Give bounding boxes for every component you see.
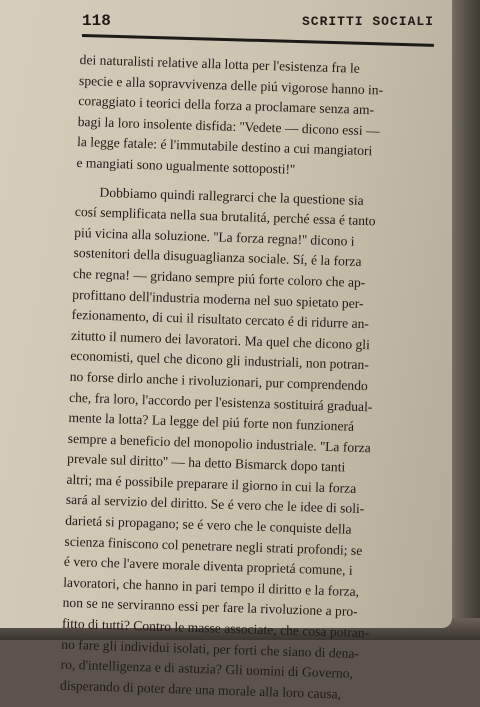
page-number: 118: [82, 12, 111, 30]
text-line: fezionamento, di cui il risultato cercato é di ridurre an-: [71, 306, 370, 332]
text-line: sará al servizio del diritto. Se é vero che le idee di soli-: [65, 492, 365, 517]
text-line: profittano dell'industria moderna nel suo spietato per-: [72, 286, 364, 311]
text-line: che, fra loro, l'accordo per l'esistenza sostituirá gradual-: [68, 389, 373, 414]
text-line: fitto di tutti? Contro le masse associate, che cosa potran-: [61, 615, 370, 641]
text-line: altri; ma é possibile preparare il giorno in cui la forza: [66, 471, 357, 496]
text-line: sostenitori della disuguaglianza sociale. Sí, é la forza: [73, 245, 362, 270]
text-line: darietá si propagano; se é vero che le conquiste della: [64, 512, 352, 537]
text-line: cosí semplificata nella sua brutalitá, perché essa é tanto: [74, 204, 376, 229]
text-line: mente la lotta? La legge del piú forte non funzionerá: [68, 409, 355, 434]
text-line: economisti, quel che dicono gli industriali, non potran-: [70, 348, 370, 373]
text-line: bagi la loro insolente disfida: ''Vedete — dicono essi —: [77, 113, 380, 139]
running-title: SCRITTI SOCIALI: [301, 14, 434, 29]
text-line: é vero che l'avere morale diventa proprietá comune, i: [63, 554, 353, 579]
text-line: coraggiato i teorici della forza a proclamare senza am-: [78, 93, 375, 118]
body-text: [60, 50, 440, 707]
text-line: ro, d'intelligenza e di astuzia? Gli uomini di Governo,: [60, 656, 354, 682]
text-line: scienza finiscono col penetrare negli strati profondi; se: [64, 533, 363, 558]
text-line: prevale sul diritto'' — ha detto Bismarck dopo tanti: [66, 451, 346, 475]
text-line: specie e alla sopravvivenza delle piú vigorose hanno in-: [78, 72, 384, 98]
text-line: non se ne serviranno essi per fare la rivoluzione a pro-: [62, 595, 358, 620]
text-line: sempre a beneficio del monopolio industriale. ''La forza: [67, 430, 372, 456]
text-line: dei naturalisti relative alla lotta per l'esistenza fra le: [79, 51, 361, 76]
text-line: la legge fatale: é l'immutabile destino a cui mangiatori: [76, 134, 373, 159]
text-line: che regna! — gridano sempre piú forte coloro che ap-: [72, 265, 366, 291]
text-line: piú vicina alla soluzione. ''La forza regna!'' dicono i: [74, 224, 355, 249]
text-line: no fare gli individui isolati, per forti che siano di dena-: [61, 636, 360, 661]
text-line: zitutto il numero dei lavoratori. Ma quel che dicono gli: [70, 327, 371, 352]
text-line: Dobbiamo quindi rallegrarci che la questione sia: [99, 184, 364, 208]
text-line: e mangiati sono ugualmente sottoposti!'': [76, 154, 296, 177]
text-line: no forse dirlo anche i rivoluzionari, pur comprendendo: [69, 368, 369, 394]
text-line: disperando di poter dare una morale alla loro causa,: [59, 677, 342, 702]
text-line: lavoratori, che hanno in pari tempo il diritto e la forza,: [63, 574, 360, 599]
paragraph-1: [76, 50, 440, 185]
paragraph-2: [60, 181, 436, 707]
